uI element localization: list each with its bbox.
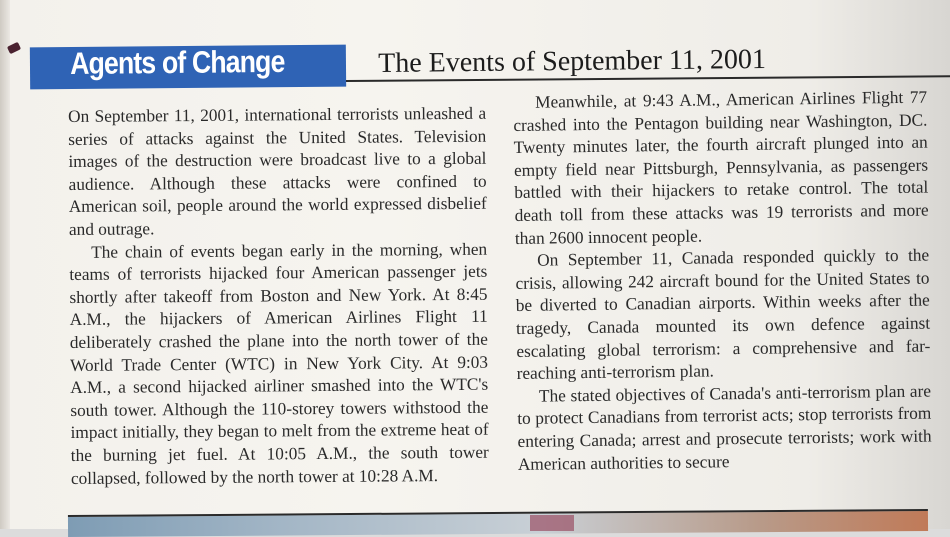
photo-strip bbox=[68, 509, 928, 537]
page-gutter bbox=[0, 0, 10, 529]
text-column-right bbox=[513, 87, 932, 476]
text-column-left bbox=[68, 103, 489, 490]
paragraph: On September 11, 2001, international terrorists unleashed a series of attacks against the United States. Television images of the destruction were broadcast live to a global audience. Although these attacks were confined to American soil, people around the world expressed disbelief and outrage. bbox=[68, 103, 487, 239]
paragraph: The stated objectives of Canada's anti-terrorism plan are to protect Canadians from terrorist acts; stop terrorists from entering Canada; arrest and prosecute terrorists; work with American authorities to secure bbox=[517, 381, 932, 474]
paragraph: Meanwhile, at 9:43 A.M., American Airlines Flight 77 crashed into the Pentagon building near Washington, DC. Twenty minutes later, the fourth aircraft plunged into an empty field near Pittsburgh, Pennsylvania, as passengers battled with their hijackers to retake control. The total death toll from these attacks was 19 terrorists and more than 2600 innocent people. bbox=[513, 87, 929, 248]
feature-title: The Events of September 11, 2001 bbox=[378, 43, 767, 79]
paragraph: The chain of events began early in the morning, when teams of terrorists hijacked four American passenger jets shortly after takeoff from Boston and New York. At 8:45 A.M., the hijackers of American Airlines Flight 11 deliberately crashed the plane into the north tower of the World Trade Center (WTC) in New York City. At 9:03 A.M., a second hijacked airliner smashed into the WTC's south tower. Although the 110-storey towers withstood the impact initially, they began to melt from the extreme heat of the burning jet fuel. At 10:05 A.M., the south tower collapsed, followed by the north tower at 10:28 A.M. bbox=[69, 239, 489, 488]
paragraph: On September 11, Canada responded quickly to the crisis, allowing 242 aircraft bound for the United States to be diverted to Canadian airports. Within weeks after the tragedy, Canada mounted its own defence against escalating global terrorism: a comprehensive and far-reaching anti-terrorism plan. bbox=[515, 245, 931, 384]
banner-title: Agents of Change bbox=[70, 43, 285, 81]
